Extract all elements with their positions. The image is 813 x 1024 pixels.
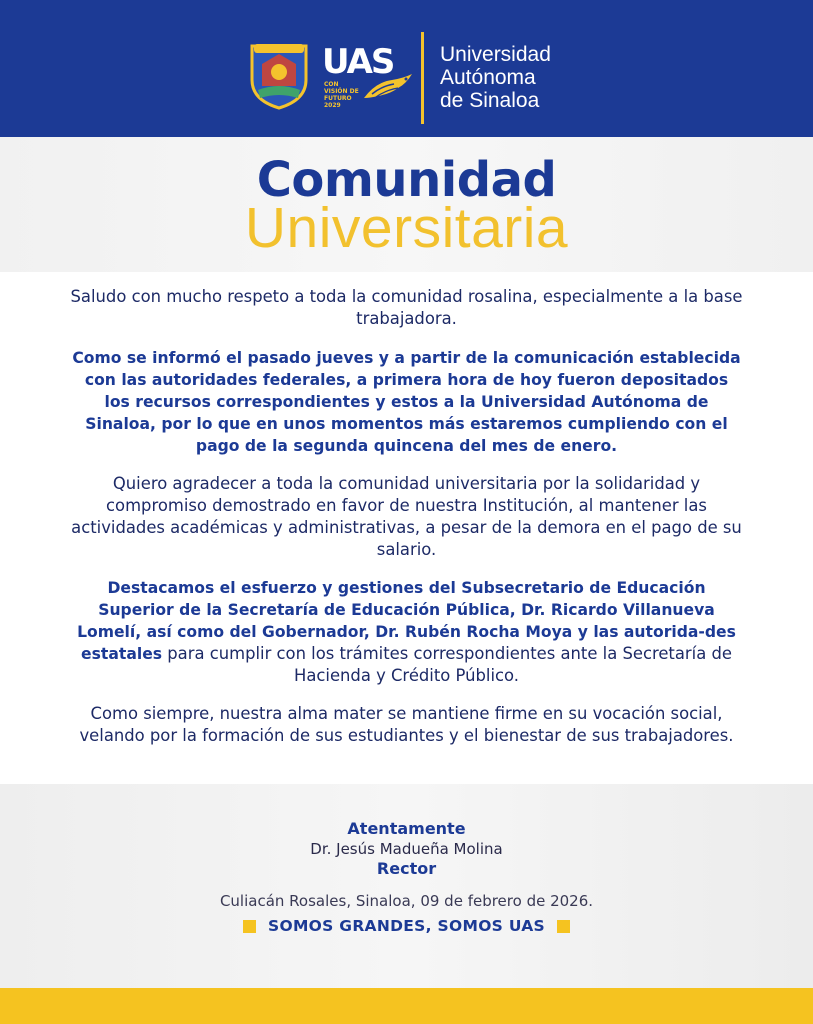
university-name-line-3: de Sinaloa — [440, 89, 540, 112]
acknowledgement-bold-text: Destacamos el esfuerzo y gestiones del Subsecretario de Educación Superior de la Secretaría de Educación Pública, Dr. Ricardo Villanueva Lomelí, así como del Gobernador, Dr. Rubén Rocha Moya y las autorida-des estatales — [77, 579, 736, 663]
uas-wordmark: UAS — [322, 42, 394, 82]
university-name — [440, 43, 640, 112]
coat-of-arms-icon — [248, 40, 310, 110]
eagle-icon — [362, 72, 414, 102]
square-bullet-icon — [243, 920, 256, 933]
slogan-text: SOMOS GRANDES, SOMOS UAS — [268, 917, 545, 935]
slogan-row — [0, 914, 813, 938]
paragraph-payment-notice: Como se informó el pasado jueves y a partir de la comunicación establecida con las autoridades federales, a primera hora de hoy fueron depositados los recursos correspondientes y estos a la Universidad Autónoma de Sinaloa, por lo que en unos momentos más estaremos cumpliendo con el pago de la segunda quincena del mes de enero. — [72, 349, 741, 455]
place-and-date: Culiacán Rosales, Sinaloa, 09 de febrero de 2026. — [219, 892, 594, 910]
university-name-line-2: Autónoma — [440, 66, 536, 89]
paragraph-greeting: Saludo con mucho respeto a toda la comunidad rosalina, especialmente a la base trabajadora. — [70, 287, 743, 328]
header-divider — [421, 32, 424, 124]
footer-bar — [0, 988, 813, 1024]
paragraph-acknowledgement — [70, 577, 743, 687]
signature-closing: Atentamente — [347, 819, 466, 838]
uas-tagline: CON VISIÓN DE FUTURO 2029 — [324, 81, 359, 109]
paragraph-closing: Como siempre, nuestra alma mater se mantiene firme en su vocación social, velando por la formación de sus estudiantes y el bienestar de sus trabajadores. — [79, 704, 734, 745]
title-line-1: Comunidad — [256, 152, 557, 208]
title-line-2: Universitaria — [244, 196, 569, 260]
signature-role: Rector — [376, 859, 437, 878]
signature-band — [0, 784, 813, 988]
university-name-line-1: Universidad — [440, 43, 551, 66]
signature-name: Dr. Jesús Madueña Molina — [310, 840, 503, 858]
acknowledgement-regular-text: para cumplir con los trámites correspondientes ante la Secretaría de Hacienda y Crédito Público. — [162, 644, 732, 685]
square-bullet-icon — [557, 920, 570, 933]
paragraph-thanks: Quiero agradecer a toda la comunidad universitaria por la solidaridad y compromiso demostrado en favor de nuestra Institución, al mantener las actividades académicas y administrativas, a pesar de la demora en el pago de su salario. — [71, 474, 742, 559]
uas-logo — [322, 42, 414, 109]
header-band — [0, 0, 813, 137]
